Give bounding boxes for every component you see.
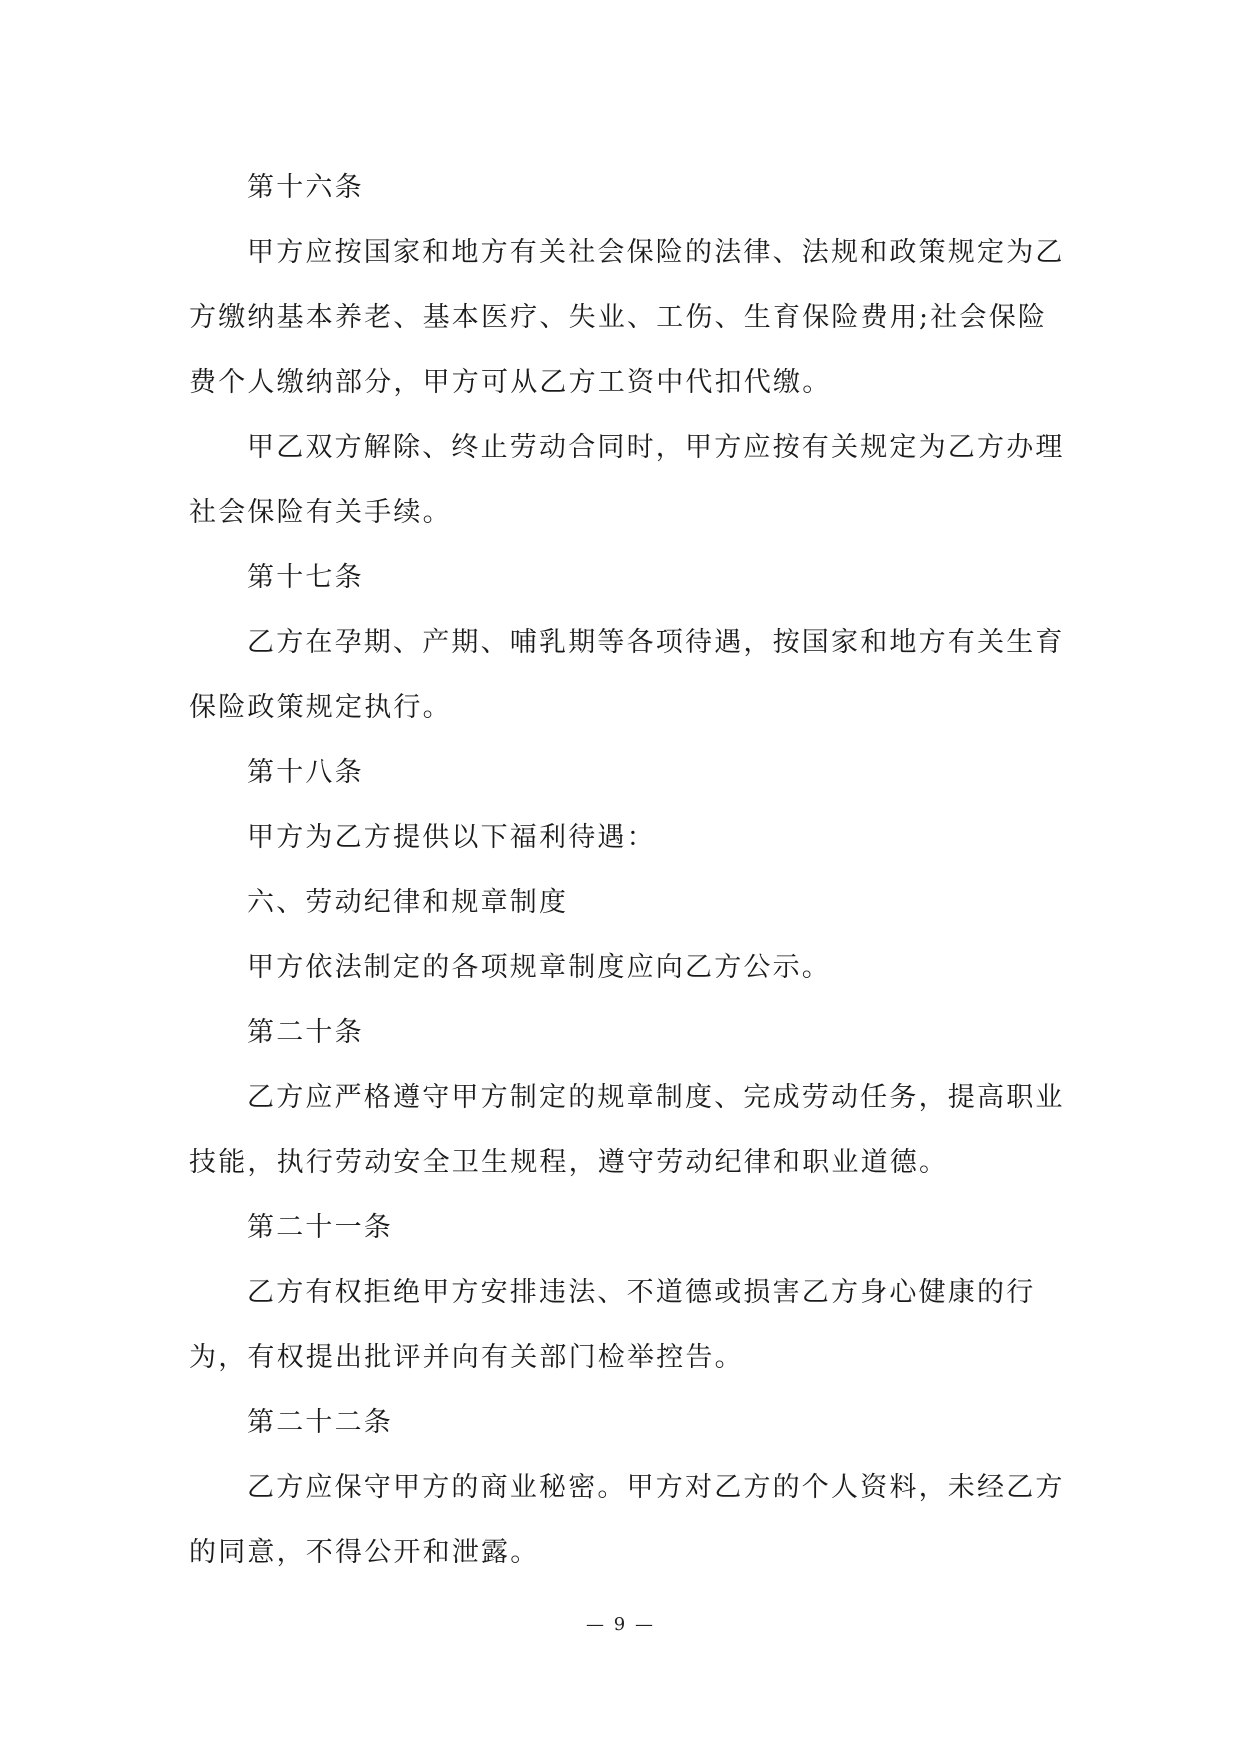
document-body <box>189 155 1069 1585</box>
article-21-paragraph: 乙方有权拒绝甲方安排违法、不道德或损害乙方身心健康的行为，有权提出批评并向有关部门检举控告。 <box>189 1277 1036 1373</box>
article-17-paragraph: 乙方在孕期、产期、哺乳期等各项待遇，按国家和地方有关生育保险政策规定执行。 <box>189 627 1065 723</box>
page-number: — 9 — <box>586 1614 655 1635</box>
article-17-heading: 第十七条 <box>247 562 364 593</box>
article-18-paragraph: 甲方为乙方提供以下福利待遇： <box>247 822 656 853</box>
article-16-paragraph-2: 甲乙双方解除、终止劳动合同时，甲方应按有关规定为乙方办理社会保险有关手续。 <box>189 432 1065 528</box>
article-20-paragraph: 乙方应严格遵守甲方制定的规章制度、完成劳动任务，提高职业技能，执行劳动安全卫生规程，遵守劳动纪律和职业道德。 <box>189 1082 1065 1178</box>
section-6-paragraph: 甲方依法制定的各项规章制度应向乙方公示。 <box>247 952 831 983</box>
article-16-paragraph-1: 甲方应按国家和地方有关社会保险的法律、法规和政策规定为乙方缴纳基本养老、基本医疗、失业、工伤、生育保险费用;社会保险费个人缴纳部分，甲方可从乙方工资中代扣代缴。 <box>189 237 1065 398</box>
section-6-heading: 六、劳动纪律和规章制度 <box>247 887 569 918</box>
article-20-heading: 第二十条 <box>247 1017 364 1048</box>
article-22-heading: 第二十二条 <box>247 1407 393 1438</box>
article-16-heading: 第十六条 <box>247 172 364 203</box>
article-21-heading: 第二十一条 <box>247 1212 393 1243</box>
article-22-paragraph: 乙方应保守甲方的商业秘密。甲方对乙方的个人资料，未经乙方的同意，不得公开和泄露。 <box>189 1472 1065 1568</box>
article-18-heading: 第十八条 <box>247 757 364 788</box>
